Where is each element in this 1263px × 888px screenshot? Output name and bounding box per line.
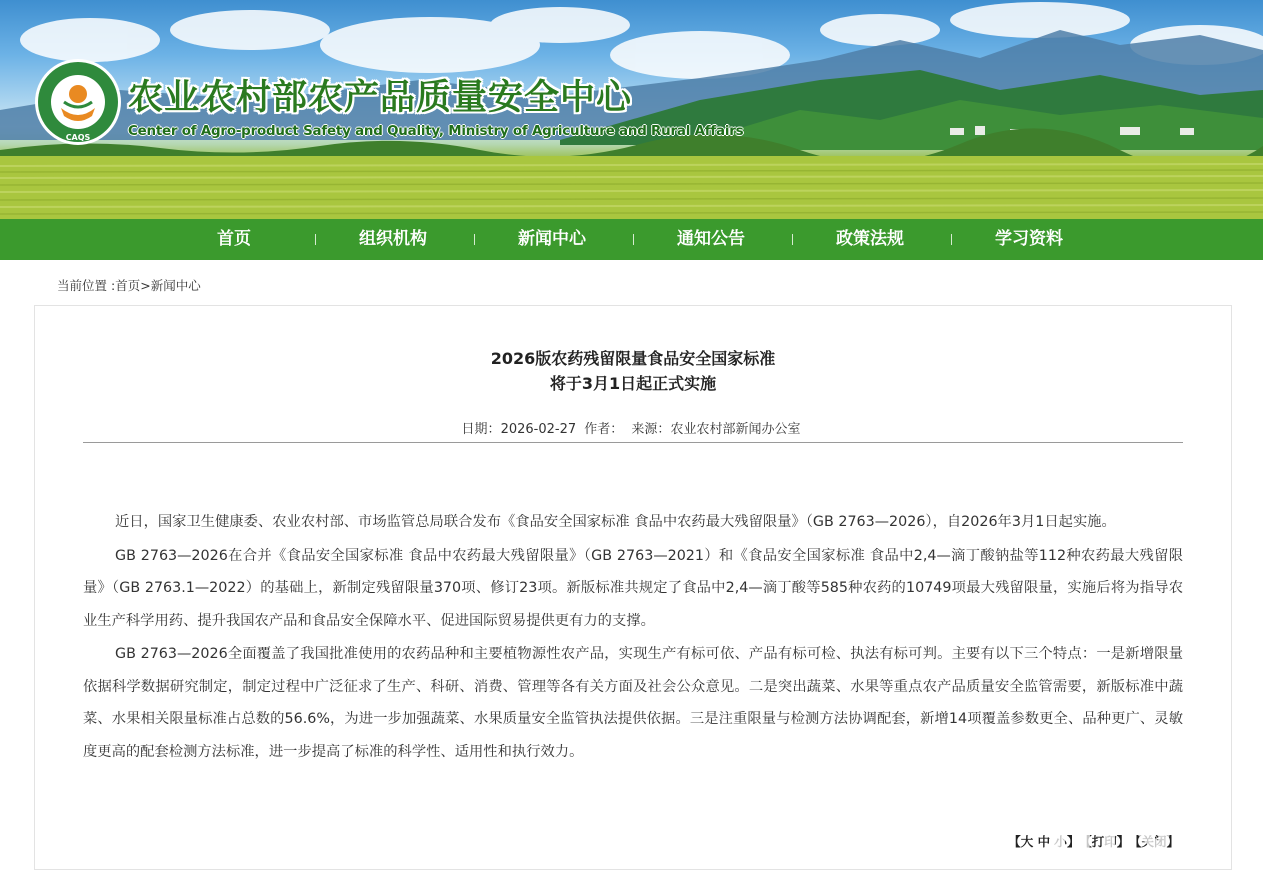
article-paragraph: GB 2763—2026在合并《食品安全国家标准 食品中农药最大残留限量》（GB 2763—2021）和《食品安全国家标准 食品中2,4—滴丁酸钠盐等112种农药最大残留限量》（GB 2763.1—2022）的基础上，新制定残留限量370项、修订23项。新版标准共规定了食品中2,4—滴丁酸等585种农药的10749项最大残留限量，实施后将为指导农业生产科学用药、提升我国农产品和食品安全保障水平、促进国际贸易提供更有力的支撑。: [83, 547, 1183, 629]
source-label: 来源：: [631, 422, 671, 437]
logo-abbr: CAQS: [65, 133, 91, 142]
font-size-control[interactable]: 【大 中 小】: [1008, 834, 1080, 849]
close-button[interactable]: 【关闭】: [1135, 834, 1179, 849]
nav-item-organization[interactable]: [314, 219, 473, 260]
article-meta: [35, 418, 1231, 437]
breadcrumb-current-link[interactable]: 新闻中心: [150, 278, 201, 293]
main-nav: [0, 219, 1263, 260]
article-tools: [1002, 832, 1179, 850]
nav-item-learning[interactable]: [950, 219, 1109, 260]
nav-item-label: 通知公告: [677, 229, 745, 249]
article-paragraph: GB 2763—2026全面覆盖了我国批准使用的农药品种和主要植物源性农产品，实现生产有标可依、产品有标可检、执法有标可判。主要有以下三个特点：一是新增限量依据科学数据研究制定，制定过程中广泛征求了生产、科研、消费、管理等各有关方面及社会公众意见。二是突出蔬菜、水果等重点农产品质量安全监管需要，新版标准中蔬菜、水果相关限量标准占总数的56.6%，为进一步加强蔬菜、水果质量安全监管执法提供依据。三是注重限量与检测方法协调配套，新增14项覆盖参数更全、品种更广、灵敏度更高的配套检测方法标准，进一步提高了标准的科学性、适用性和执行效力。: [83, 646, 1183, 760]
print-button[interactable]: 【打印】: [1085, 834, 1130, 849]
nav-item-label: 学习资料: [995, 229, 1063, 249]
nav-item-label: 新闻中心: [518, 229, 586, 249]
nav-item-policy[interactable]: [791, 219, 950, 260]
nav-item-label: 政策法规: [836, 229, 904, 249]
article-container: [34, 305, 1232, 870]
breadcrumb-separator: >: [140, 278, 151, 293]
article-source: 农业农村部新闻办公室: [670, 422, 801, 437]
date-label: 日期：: [461, 422, 501, 437]
article-title-line-2: 将于3月1日起正式实施: [549, 374, 717, 393]
caqs-logo: [34, 58, 122, 146]
article-title-line-1: 2026版农药残留限量食品安全国家标准: [490, 349, 776, 368]
nav-item-notices[interactable]: [632, 219, 791, 260]
article-body: [83, 506, 1183, 769]
title-divider: [83, 442, 1183, 443]
breadcrumb-home-link[interactable]: 首页: [115, 278, 141, 293]
author-label: 作者：: [584, 422, 624, 437]
nav-item-news[interactable]: [473, 219, 632, 260]
article-date: 2026-02-27: [500, 422, 577, 437]
site-subtitle: Center of Agro-product Safety and Quality, Ministry of Agriculture and Rural Affairs: [128, 124, 744, 139]
breadcrumb-prefix: 当前位置 :: [57, 278, 116, 293]
article-paragraph: 近日，国家卫生健康委、农业农村部、市场监管总局联合发布《食品安全国家标准 食品中农药最大残留限量》（GB 2763—2026），自2026年3月1日起实施。: [115, 514, 1116, 530]
nav-item-home[interactable]: [155, 219, 314, 260]
nav-item-label: 组织机构: [359, 229, 427, 249]
breadcrumb: [57, 276, 201, 294]
nav-item-label: 首页: [217, 229, 251, 249]
site-banner: [0, 0, 1263, 219]
site-title: 农业农村部农产品质量安全中心: [128, 78, 633, 118]
